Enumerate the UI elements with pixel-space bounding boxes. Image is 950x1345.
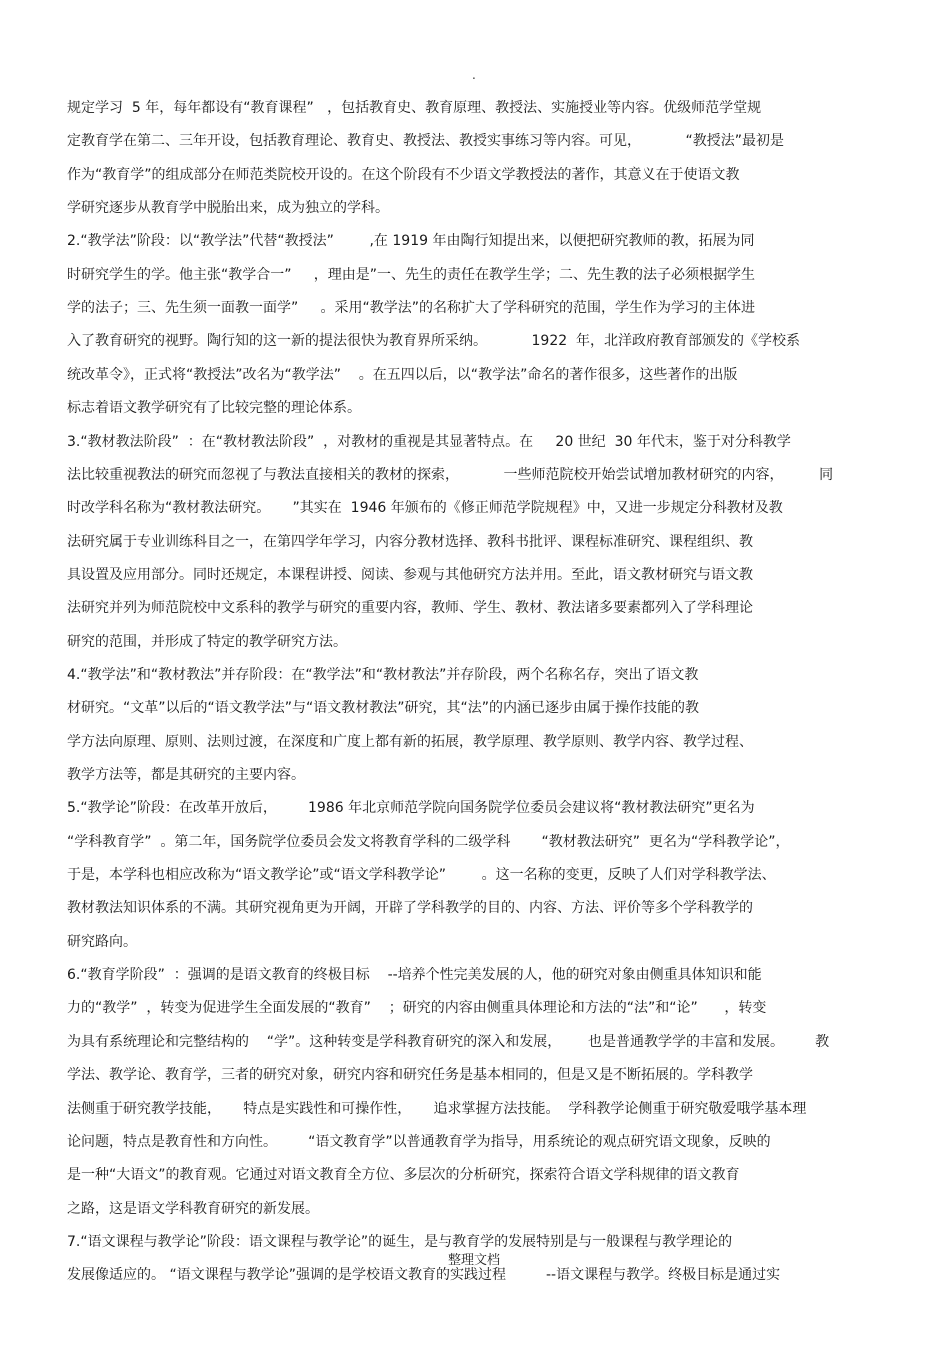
text-line: 学法、教学论、教育学，三者的研究对象，研究内容和研究任务是基本相同的，但是又是不断拓展的。学科教学 [67, 1067, 753, 1083]
text-line: “学科教育学” 。第二年，国务院学位委员会发文将教育学科的二级学科 “教材教法研究” 更名为“学科教学论”， [67, 834, 790, 850]
text-line: 为具有系统理论和完整结构的 “学”。这种转变是学科教育研究的深入和发展， 也是普通教学学的丰富和发展。 教 [67, 1034, 830, 1050]
text-line: 于是，本学科也相应改称为“语文教学论”或“语文学科教学论” 。这一名称的变更，反映了人们对学科教学法、 [67, 867, 776, 883]
text-line: 5.“教学论”阶段：在改革开放后， 1986 年北京师范学院向国务院学位委员会建议将“教材教法研究”更名为 [67, 800, 755, 816]
text-line: 法侧重于研究教学技能， 特点是实践性和可操作性， 追求掌握方法技能。 学科教学论侧重于研究敬爱哦学基本理 [67, 1101, 807, 1117]
text-line: 2.“教学法”阶段：以“教学法”代替“教授法” ,在 1919 年由陶行知提出来，以便把研究教师的教，拓展为同 [67, 233, 755, 249]
text-line: 研究的范围，并形成了特定的教学研究方法。 [67, 634, 347, 650]
text-line: 法研究属于专业训练科目之一，在第四学年学习，内容分教材选择、教科书批评、课程标准研究、课程组织、教 [67, 534, 753, 550]
text-line: 定教育学在第二、三年开设，包括教育理论、教育史、教授法、教授实事练习等内容。可见， “教授法”最初是 [67, 133, 785, 149]
text-line: 之路，这是语文学科教育研究的新发展。 [67, 1201, 319, 1217]
text-line: 时改学科名称为“教材教法研究。 ”其实在 1946 年颁布的《修正师范学院规程》中，又进一步规定分科教材及教 [67, 500, 783, 516]
text-line: 作为“教育学”的组成部分在师范类院校开设的。在这个阶段有不少语文学教授法的著作，其意义在于使语文教 [67, 167, 740, 183]
page-footer: 整理文档 [448, 1253, 501, 1268]
text-line: 发展像适应的。 “语文课程与教学论”强调的是学校语文教育的实践过程 --语文课程与教学。终极目标是通过实 [67, 1267, 781, 1283]
text-line: 学方法向原理、原则、法则过渡，在深度和广度上都有新的拓展，教学原理、教学原则、教学内容、教学过程、 [67, 734, 753, 750]
text-line: 4.“教学法”和“教材教法”并存阶段：在“教学法”和“教材教法”并存阶段，两个名称名存，突出了语文教 [67, 667, 699, 683]
text-line: 论问题，特点是教育性和方向性。 “语文教育学”以普通教育学为指导，用系统论的观点研究语文现象，反映的 [67, 1134, 771, 1150]
text-line: 教材教法知识体系的不满。其研究视角更为开阔，开辟了学科教学的目的、内容、方法、评价等多个学科教学的 [67, 900, 753, 916]
text-line: 3.“教材教法阶段” ：在“教材教法阶段” ，对教材的重视是其显著特点。在 20 世纪 30 年代末，鉴于对分科教学 [67, 434, 791, 450]
text-line: 是一种“大语文”的教育观。它通过对语文教育全方位、多层次的分析研究，探索符合语文学科规律的语文教育 [67, 1167, 740, 1183]
text-line: 学研究逐步从教育学中脱胎出来，成为独立的学科。 [67, 200, 389, 216]
text-line: 时研究学生的学。他主张“教学合一” ，理由是”一、先生的责任在教学生学；二、先生教的法子必须根据学生 [67, 267, 756, 283]
text-line: 规定学习 5 年，每年都设有“教育课程” ，包括教育史、教育原理、教授法、实施授业等内容。优级师范学堂规 [67, 100, 762, 116]
text-line: 学的法子；三、先生须一面教一面学” 。采用“教学法”的名称扩大了学科研究的范围，学生作为学习的主体进 [67, 300, 756, 316]
text-line: 具设置及应用部分。同时还规定，本课程讲授、阅读、参观与其他研究方法并用。至此，语文教材研究与语文教 [67, 567, 753, 583]
text-line: 法研究并列为师范院校中文系科的教学与研究的重要内容，教师、学生、教材、教法诸多要素都列入了学科理论 [67, 600, 753, 616]
text-line: 统改革令》，正式将“教授法”改名为“教学法” 。在五四以后，以“教学法”命名的著作很多，这些著作的出版 [67, 367, 738, 383]
text-line: 入了教育研究的视野。陶行知的这一新的提法很快为教育界所采纳。 1922 年，北洋政府教育部颁发的《学校系 [67, 333, 801, 349]
text-line: 教学方法等，都是其研究的主要内容。 [67, 767, 305, 783]
text-line: 力的“教学” ，转变为促进学生全面发展的“教育” ；研究的内容由侧重具体理论和方法的“法”和“论” ，转变 [67, 1000, 767, 1016]
text-line: 法比较重视教法的研究而忽视了与教法直接相关的教材的探索， 一些师范院校开始尝试增加教材研究的内容， 同 [67, 467, 834, 483]
text-line: 材研究。“文革”以后的“语文教学法”与“语文教材教法”研究，其“法”的内涵已逐步由属于操作技能的教 [67, 700, 700, 716]
text-line: 6.“教育学阶段” ：强调的是语文教育的终极目标 --培养个性完美发展的人，他的研究对象由侧重具体知识和能 [67, 967, 762, 983]
header-mark: . [472, 68, 476, 82]
text-line: 标志着语文教学研究有了比较完整的理论体系。 [67, 400, 361, 416]
text-line: 研究路向。 [67, 934, 137, 950]
text-line: 7.“语文课程与教学论”阶段：语文课程与教学论”的诞生，是与教育学的发展特别是与一般课程与教学理论的 [67, 1234, 733, 1250]
